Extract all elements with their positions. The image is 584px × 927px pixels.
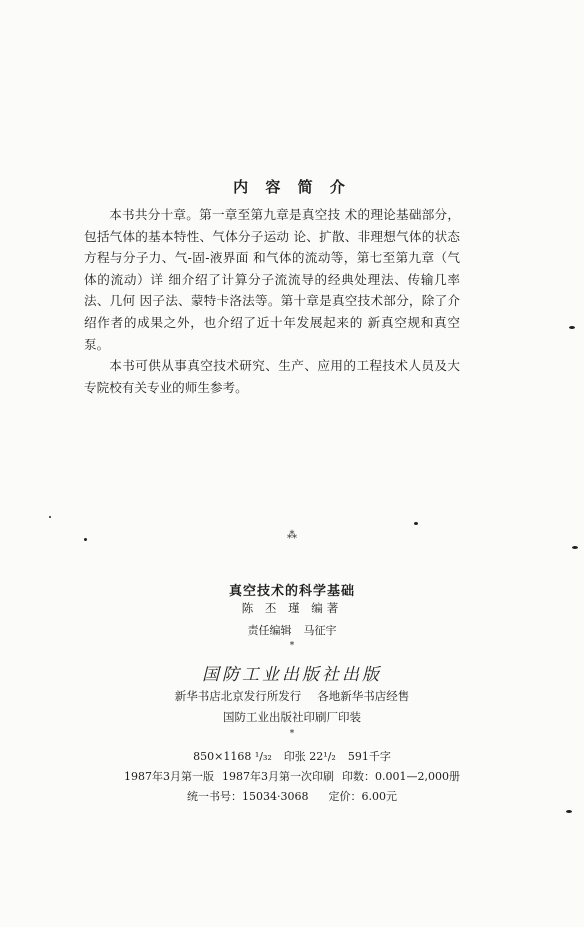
- section-divider-ornament: ⁂: [287, 530, 297, 541]
- summary-heading: 内 容 简 介: [233, 178, 351, 196]
- editor-name: 马征宇: [303, 624, 337, 637]
- edition: 1987年3月第一版: [124, 770, 214, 783]
- distributor: 新华书店北京发行所发行: [174, 689, 302, 703]
- author-line: 陈 丕 瑾 编著: [241, 601, 343, 615]
- edition-line: [0, 768, 584, 784]
- paper-format: 850×1168 ¹/₃₂: [193, 750, 272, 763]
- scan-speck: [414, 522, 418, 525]
- book-title: 真空技术的科学基础: [228, 584, 355, 599]
- distribution-line: [0, 688, 584, 704]
- summary-body: [84, 204, 460, 398]
- book-number: 统一书号：15034·3068: [187, 790, 309, 803]
- printing: 1987年3月第一次印刷: [222, 770, 334, 783]
- star-mark: *: [289, 641, 295, 651]
- print-run: 印数：0.001—2,000册: [342, 770, 460, 783]
- scan-speck: [569, 326, 575, 329]
- seller: 各地新华书店经售: [317, 689, 410, 703]
- summary-paragraph: 本书可供从事真空技术研究、生产、应用的工程技术人员及大专院校有关专业的师生参考。: [84, 358, 460, 395]
- editor-label: 责任编辑: [247, 624, 292, 637]
- scan-speck: [84, 538, 87, 541]
- isbn-line: [0, 788, 584, 804]
- editor-line: [0, 622, 584, 638]
- print-sheets: 印张 22¹/₂: [283, 750, 336, 763]
- summary-paragraph: 本书共分十章。第一章至第九章是真空技 术的理论基础部分，包括气体的基本特性、气体分子运动 论、扩散、非理想气体的状态方程与分子力、气-固-液界面 和气体的流动等，第七至第九章（气体的流动）详 细介绍了计算分子流流导的经典处理法、传输几率法、几何 因子法、蒙特卡洛法等。第十章是真空技术部分，除了介绍作者的成果之外，也介绍了近十年发展起来的 新真空规和真空泵。: [84, 207, 460, 352]
- printer-line: 国防工业出版社印刷厂印装: [223, 710, 361, 724]
- scan-speck: [566, 810, 572, 813]
- scan-speck: [49, 516, 51, 518]
- format-line: [0, 748, 584, 764]
- star-mark: *: [289, 729, 295, 739]
- word-count: 591千字: [347, 750, 391, 763]
- publisher-line: 国防工业出版社出版: [202, 665, 382, 685]
- scan-speck: [572, 546, 578, 549]
- price: 定价：6.00元: [328, 790, 397, 803]
